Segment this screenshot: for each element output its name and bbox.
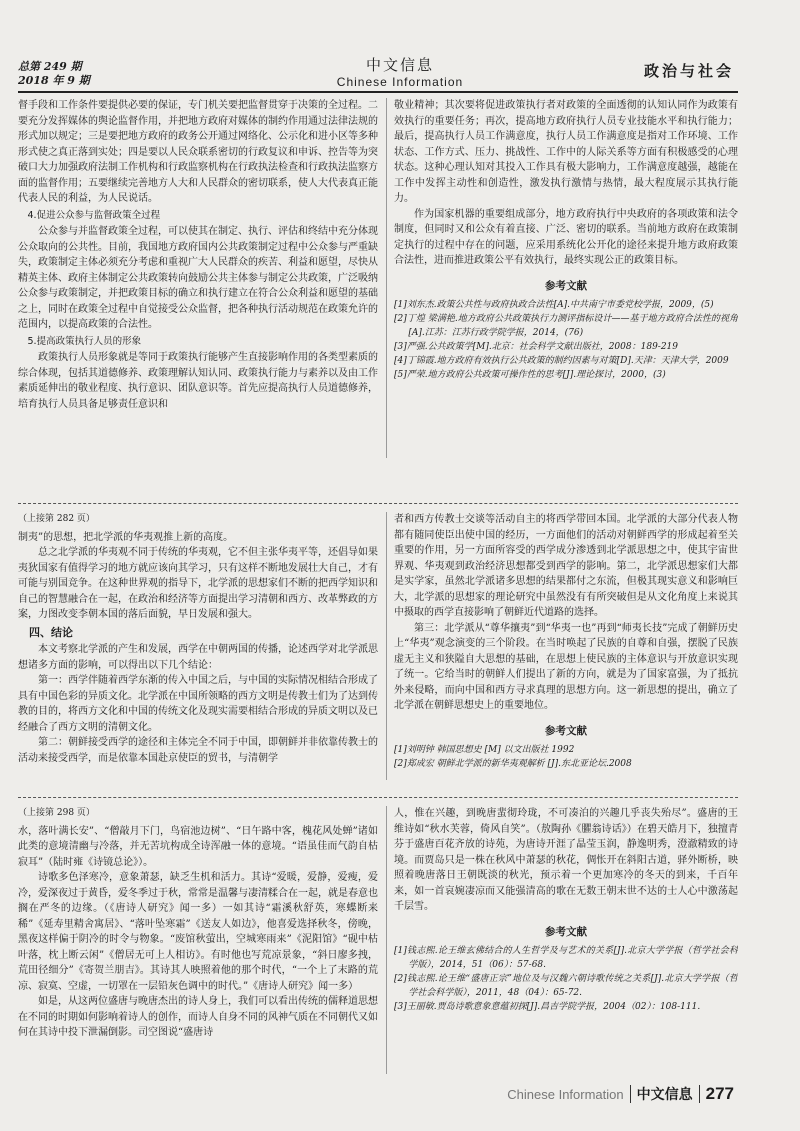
reference-item: [4]丁锦霞.地方政府有效执行公共政策的制约因素与对策[D].天津：天津大学，2009 [394,356,729,366]
reference-item: [3]王丽敏.贾岛诗歌意象意蕴初探[J].昌吉学院学报，2004（02）：108-111. [394,1002,701,1012]
reference-item: [2]钱志熙.论王维“盛唐正宗”地位及与汉魏六朝诗歌传统之关系[J].北京大学学报（哲学社会科学版），2011，48（04）：65-72. [394,974,738,998]
paragraph: 第二：朝鲜接受西学的途径和主体完全不同于中国，即朝鲜并非依靠传教士的活动来接受西学，而是依靠本国赴京使臣的贸书，与清朝学 [18,737,378,764]
footer-separator [630,1085,631,1103]
paragraph: 诗歌多色泽寒冷，意象萧瑟，缺乏生机和活力。其诗“爱暖，爱静，爱瘦，爱冷，爱深夜过于黄昏，爱冬季过于秋，常常是温馨与凄清糅合在一起，就是春意也搁在严冬的边缘。（《唐诗人研究》闻一多）一如其诗“霜溪秋舒英，寒蝶断来稀”《延寿里精舍寓居》、“落叶坠寒霜”《送友人如边》，他喜爱选择秋冬，傍晚，黑夜这样偏于阴冷的时令与物象。“废馆秋萤出，空城寒雨来”《泥阳馆》“砚中枯叶落，枕上断云闲”《僧居无可上人相访》。有时他也写荒凉景象，“斜日廖多拽，荒田径细分”《寄贺兰朋吉》。其诗其人映照着他的那个时代，“一个上了末路的荒凉、寂寞、空虚，一切罩在一层铅灰色调中的时代。”《唐诗人研究》闻一多） [18,872,378,992]
header-rule [18,91,738,93]
paragraph: 水，落叶满长安”、“僧敲月下门，鸟宿池边树”、“日午路中客，槐花风处蝉”诸如此类的意境清幽与冷落，并无苦坑构成全诗浑融一体的意境。“语虽佳而气韵自枯寂耳”（陆时雍《诗镜总论》）。 [18,825,378,868]
footer-separator [699,1085,700,1103]
reference-item: [5]严荣.地方政府公共政策可操作性的思考[J].理论探讨，2000，(3) [394,370,666,380]
bottom-right-column [394,806,738,1074]
paragraph: 制夷”的思想，把北学派的华夷观推上新的高度。 [18,531,234,543]
article-divider [18,503,738,504]
paragraph: 督手段和工作条件要提供必要的保证，专门机关要把监督贯穿于决策的全过程。二要充分发挥媒体的舆论监督作用，并把地方政府对媒体的制约作用通过法律法规的形式加以规定；三是要把地方政府的政务公开通过网络化、公示化和进小区等多种形式使之真正落到实处；四是要以人民众联系密切的行政复议和申诉、控告等为突破口大力加强政府法制工作机构和行政监察机构在行政执法检查和行政执法监察方面的监督作用；五要继续完善地方人大和人民群众的密切联系，使人大代表真正能代表人民的利益，为人民说话。 [18,100,378,204]
paragraph: 第三：北学派从“尊华攘夷”到“华夷一也”再到“师夷长技”完成了朝鲜历史上“华夷”观念演变的三个阶段。在当时唤起了民族的自尊和自强，摆脱了民族虚无主义和狭隘自大思想的基础，在思想上使民族的主体意识与开放意识实现了统一。它给当时的朝鲜人们提出了新的方向，就是为了国家富强，为了抵抗外来侵略，而向中国和西方寻求真理的思想方向。这一新思想的提出，确立了北学派在朝鲜思想史上的重要地位。 [394,622,738,711]
paragraph: 公众参与并监督政策全过程，可以使其在制定、执行、评估和终结中充分体现公众取向的公共性。目前，我国地方政府国内公共政策制定过程中公众参与严重缺失，政策制定主体必须充分考虑和重视广大人民群众的疾苦、利益和愿望，尽快从精英主体、政府主体制定公共政策转向鼓励公共主体参与制定公共政策，广泛吸纳公众参与政策制定，并把政策目标的确立和执行建立在符合公众利益和愿望的基础之上，同时在政策全过程中自觉接受公众监督，把各种执行活动规范在政策允许的范围内，以提高政策的合法性。 [18,226,378,330]
journal-title-cn: 中文信息 [365,56,434,74]
reference-item: [2]郑成宏 朝鲜北学派的新华夷观解析 [J].东北亚论坛.2008 [394,759,632,769]
page-number: 277 [705,1084,734,1103]
page-footer [507,1084,734,1104]
paragraph: 本文考察北学派的产生和发展，西学在中朝两国的传播，论述西学对北学派思想诸多方面的影响，可以得出以下几个结论： [18,644,378,671]
references-heading: 参考文献 [545,724,587,737]
subsection-heading: 5.提高政策执行人员的形象 [27,335,142,347]
column-divider [386,806,387,1074]
article-divider [18,797,738,798]
reference-item: [1]刘东杰.政策公共性与政府执政合法性[A].中共南宁市委党校学报，2009，(5) [394,300,714,310]
paragraph: 如是，从这两位盛唐与晚唐杰出的诗人身上，我们可以看出传统的儒释道思想在不同的时期如何影响着诗人的创作，而诗人自身不同的风神气质在不同朝代又如何在其诗中投下泄漏倒影。司空图说“盛唐诗 [18,996,378,1038]
section-title: 政治与社会 [643,62,734,80]
issue-total: 总第 249 期 [18,60,82,73]
top-right-column [394,98,738,458]
continued-from: （上接第 282 页） [18,514,95,524]
reference-item: [3]严强.公共政策学[M].北京：社会科学文献出版社，2008：189-219 [394,342,679,352]
continued-from: （上接第 298 页） [18,808,95,818]
reference-item: [2]丁煌 梁满艳.地方政府公共政策执行力测评指标设计——基于地方政府合法性的视角[A].江苏：江苏行政学院学报，2014，(76) [394,314,738,338]
paragraph: 总之北学派的华夷观不同于传统的华夷观，它不但主张华夷平等，还倡导如果夷狄国家有值得学习的地方就应该向其学习，只有这样不断地发展壮大自己，才有可能与别国竞争。在这种世界观的指导下，北学派的思想家们不断的把西学知识和自己的智慧融合在一起，在政治和经济等方面提出学习清朝和西方、改革弊政的方案，力图改变李朝本国的落后面貌，早日发展和强大。 [18,547,378,620]
paragraph: 政策执行人员形象就是等同于政策执行能够产生直接影响作用的各类型素质的综合体现，包括其道德修养、政策理解认知认同、政策执行能力与素养以及由工作素质延伸出的敬业程度、执行意识、团队意识等。首先应提高执行人员道德修养，培育执行人员具备足够责任意识和 [18,352,378,410]
footer-journal-cn: 中文信息 [636,1087,693,1103]
reference-item: [1]钱志熙.论王维玄佛结合的人生哲学及与艺术的关系[J].北京大学学报（哲学社会科学版），2014，51（06）：57-68. [394,946,738,970]
subsection-heading: 4.促进公众参与监督政策全过程 [27,209,161,221]
column-divider [386,98,387,458]
journal-title [280,54,520,89]
paragraph: 第一：西学伴随着西学东渐的传入中国之后，与中国的实际情况相结合形成了具有中国色彩的异质文化。北学派在中国所领略的西方文明是传教士们为了达到传教的目的，将西方文化和中国的传统文化及现实需要相结合形成的异质文明以及已经融合了西方文明的清朝文化。 [18,675,378,733]
journal-title-en: Chinese Information [336,75,464,89]
references-heading: 参考文献 [545,925,587,938]
section-heading: 四、结论 [29,625,73,639]
column-divider [386,512,387,780]
references-heading: 参考文献 [545,279,587,292]
middle-left-column [18,512,378,780]
footer-journal-en: Chinese Information [507,1086,624,1102]
paragraph: 敬业精神；其次要将促进政策执行者对政策的全面透彻的认知认同作为政策有效执行的重要任务；再次，提高地方政府执行人员专业技能水平和执行能力；最后，提高执行人员工作满意度，执行人员工作满意度是指对工作环境、工作状态、工作方式、压力、挑战性、工作中的人际关系等方面有积极感受的心理状态。这种心理认知对其投入工作具有极大影响力，工作满意度越强，越能在工作中发挥主动性和创造性，激发执行激情与热情，最大程度展示其执行能力。 [394,100,738,204]
paragraph: 者和西方传教士交谈等活动自主的将西学带回本国。北学派的大部分代表人物都有随同使臣出使中国的经历，一方面他们的活动对朝鲜西学的形成起着至关重要的作用，另一方面所容受的西学成分渗透到北学派思想之中，使其宇宙世界观、华夷观到政治经济思想都受到西学的影响。第二，北学派思想家们大都是实学家，虽然北学派诸多思想的结果都付之东流，但极其现实意义和影响巨大，北学派的思想家的理论研究中虽然没有有所突破但是从文化角度上来说其中摄取的西学直接影响了朝鲜近代道路的选择。 [394,514,738,618]
issue-year: 2018 年 9 期 [18,74,90,87]
paragraph: 作为国家机器的重要组成部分，地方政府执行中央政府的各项政策和法令制度，但同时又和公众有着直接、广泛、密切的联系。当前地方政府在政策制定执行的过程中存在的问题，应采用系统化公开化的途径来提升地方政府政策合法性，进而推进政策公平有效执行，最终实现公正的政策目标。 [394,208,738,266]
reference-item: [1]刘明钟 韩国思想史 [M] 以文出版社 1992 [394,745,575,755]
top-left-column [18,98,378,458]
bottom-left-column [18,806,378,1074]
issue-info [18,60,90,88]
paragraph: 人，惟在兴趣，到晚唐蜚彻玲珑，不可凑泊的兴趣几乎丧失殆尽”。盛唐的王维诗如“秋水芙蓉，倚风自笑”。（敖陶孙《臞翁诗话》）在碧天皓月下，独擅青芬于盛唐百花齐放的诗苑，为唐诗开涯了晶莹玉润，静逸明秀，澄澈精致的诗境。而贾岛只是一株在秋风中萧瑟的秋花，倜怅开在斜阳古道，驿外断桥，映照着晚唐落日王朝既淡的秋光，预示着一个更加寒冷的冬天的到来，千百年来，如一首哀婉凄凉而又能强清高的歌在无数王朝末世不达的士人心中激荡起千层雪。 [394,808,738,912]
middle-right-column [394,512,738,780]
